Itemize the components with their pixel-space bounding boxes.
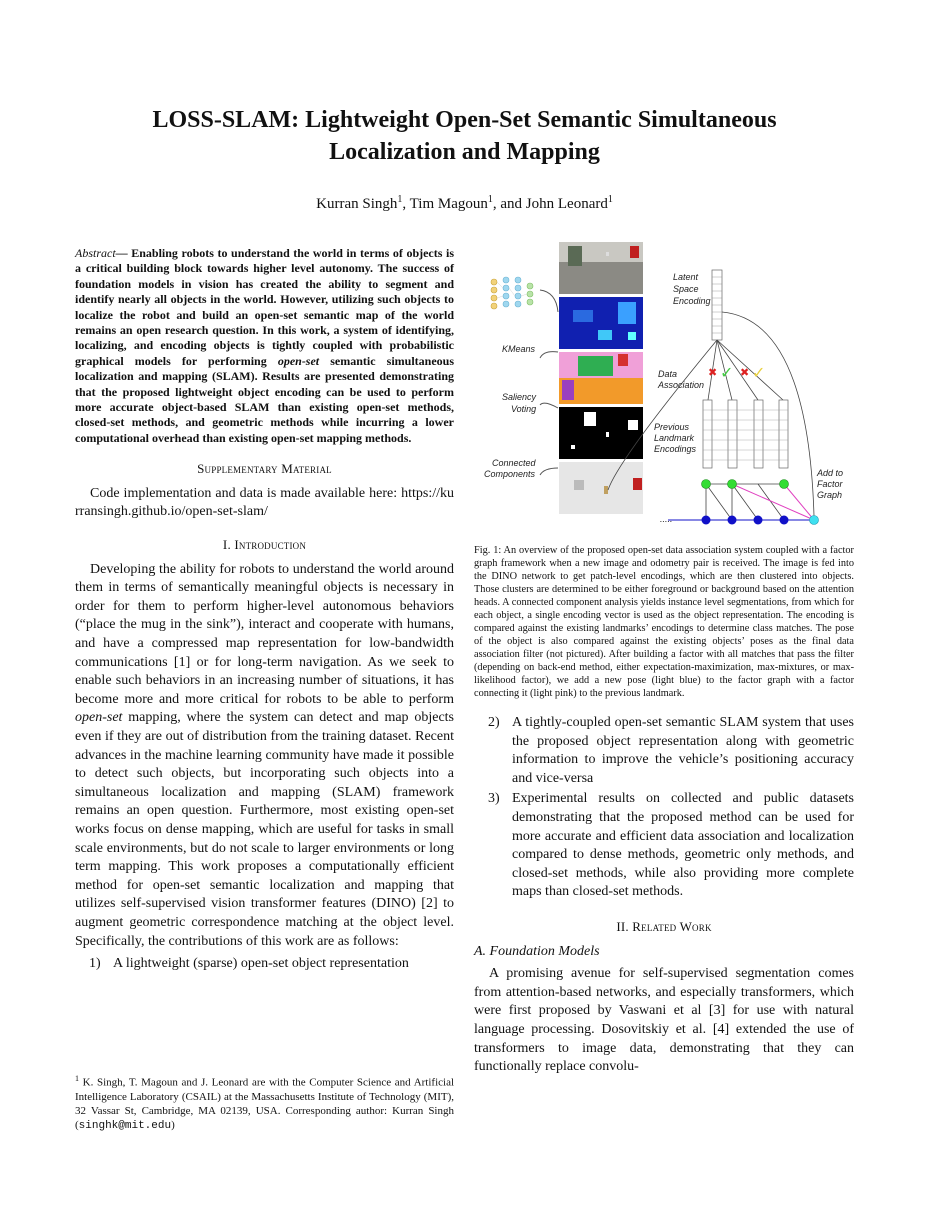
title-line-2: Localization and Mapping — [329, 139, 600, 165]
previous-encodings-icon — [703, 400, 788, 468]
list-item: 2) A tightly-coupled open-set semantic SLAM system that uses the proposed object representation along with geometric information to improve the vehicle’s positioning accuracy and vice-versa — [488, 715, 854, 786]
title-line-1: LOSS-SLAM: Lightweight Open-Set Semantic Simultaneous — [152, 107, 777, 133]
components-thumbnail — [559, 462, 643, 514]
components-label-1: Connected — [492, 458, 536, 468]
data-assoc-label-2: Association — [658, 380, 705, 390]
right-column — [474, 544, 854, 1077]
abstract-italic: open-set — [277, 353, 320, 368]
add-label-1: Add to — [817, 468, 844, 478]
section-heading-related-work: II. Related Work — [616, 918, 712, 934]
prev-label-1: Previous — [654, 422, 690, 432]
latent-vector-icon — [712, 270, 722, 340]
contribution-list-continued — [474, 714, 854, 902]
author-separator: , — [402, 196, 410, 212]
contribution-list — [75, 955, 454, 974]
graph-dots: ..... — [660, 514, 673, 524]
kmeans-label: KMeans — [502, 344, 536, 354]
kmeans-thumbnail — [559, 352, 643, 404]
supplementary-text: Code implementation and data is made available here: https://kurransingh.github.io/open-set-slam/ — [75, 485, 454, 520]
encoding-cells — [703, 410, 788, 460]
author-list — [60, 190, 869, 214]
list-item: 3) Experimental results on collected and public datasets demonstrating that the proposed method can be used for more accurate and efficient data association and localization compared to dense methods, geometric only methods, and closed-set methods, while also providing more complete maps than closed-set methods. — [488, 791, 854, 900]
email-link[interactable]: singhk@mit.edu — [78, 1119, 172, 1132]
related-paragraph: A promising avenue for self-supervised segmentation comes from attention-based networks, and especially transformers, which were first proposed by Vaswani et al [3] for use with natural language processing. Dosovitskiy et al. [4] extended the use of transformers to image data, demonstrating that they can functionally replace convolu- — [474, 966, 854, 1075]
reject-icon: ✖ — [740, 366, 750, 379]
network-icon — [491, 277, 533, 309]
reject-icon: ✖ — [708, 366, 718, 379]
abstract-text-b: semantic simultaneous localization and mapping (SLAM). Results are presented demonstrating that the proposed lightweight object encoding can be used to perform more accurate object-based SLAM than existing open-set methods, closed-set methods, and geometric methods while incurring a lower computational overhead than existing open-set mapping methods. — [75, 353, 454, 445]
flow-arrows — [540, 290, 558, 475]
prev-label-2: Landmark — [654, 433, 695, 443]
latent-label-2: Space — [673, 284, 699, 294]
saliency-label-2: Voting — [511, 404, 537, 414]
author-name: John Leonard — [525, 196, 608, 212]
left-column — [75, 246, 454, 976]
saliency-label-1: Saliency — [502, 392, 537, 402]
figure-caption: Fig. 1: An overview of the proposed open-set data association system coupled with a factor graph framework when a new image and odometry pair is received. The image is fed into the DINO network to get patch-level encodings, which are then clustered into objects. Those clusters are determined to be either foreground or background based on the attention heads. A connected component analysis yields instance level segmentations, from which for each object, a single encoding vector is used as the object representation. The encoding is compared against the existing landmarks’ encodings to determine class matches. The pose of the object is also compared against the existing objects’ poses as the final data association filter (not pictured). After building a factor with all matches that pass the filter (depending on back-end method, either expectation-maximization, max-mixtures, or max-likelihood factor), we add a new pose (light blue) to the factor graph with a factor connecting it (light pink) to the previous landmark. — [474, 545, 854, 699]
affiliation-mark: 1 — [607, 194, 613, 205]
subsection-heading: A. Foundation Models — [474, 943, 600, 959]
abstract-text-a: Enabling robots to understand the world in terms of objects is a critical building block towards higher level autonomy. The success of foundation models in vision has created the ability to segment and identify nearly all objects in the world. However, utilizing such objects to localize the robot and build an open-set semantic map of the world remains an open research question. In this work, a system of identifying, localizing, and encoding objects is tightly coupled with probabilistic graphical models for performing — [75, 246, 454, 368]
paper-title — [60, 104, 869, 168]
affiliation-mark: 1 — [487, 194, 493, 205]
author-separator: , and — [492, 196, 526, 212]
intro-italic: open-set — [75, 710, 123, 726]
figure-1 — [478, 240, 850, 530]
footnote: $^1$ K. Singh, T. Magoun and J. Leonard are with the Computer Science and Artificial Intelligence Laboratory (CSAIL) at the Massachusetts Institute of Technology (MIT), 32 Vassar St, Cambridge, MA 02139, USA. Corresponding author: Kurran Singh (singhk@mit.edu) — [75, 1074, 455, 1132]
latent-label-1: Latent — [673, 272, 699, 282]
components-label-2: Components — [484, 469, 536, 479]
attention-map-thumbnail — [559, 297, 643, 349]
rgb-image-thumbnail — [559, 242, 643, 294]
section-heading-introduction: I. Introduction — [222, 537, 307, 553]
affiliation-mark: 1 — [397, 194, 403, 205]
pipeline-diagram — [478, 240, 850, 530]
latent-label-3: Encoding — [673, 296, 711, 306]
abstract: Abstract— Enabling robots to understand the world in terms of objects is a critical building block towards higher level autonomy. The success of foundation models in vision has created the ability to segment and identify nearly all objects in the world. However, utilizing such objects to localize the robot and build an open-set semantic map of the world remains an open research question. In this work, a system of identifying, localizing, and encoding objects is tightly coupled with probabilistic graphical models for performing open-set semantic simultaneous localization and mapping (SLAM). Results are presented demonstrating that the proposed lightweight object encoding can be used to perform more accurate object-based SLAM than existing open-set methods, closed-set methods, and geometric methods while incurring a lower computational overhead than existing open-set mapping methods. — [75, 246, 454, 445]
section-heading-supplementary: Supplementary Material — [197, 461, 332, 477]
add-label-2: Factor — [817, 479, 843, 489]
match-icon: ✓ — [752, 363, 766, 382]
add-label-3: Graph — [817, 490, 843, 500]
author-name: Tim Magoun — [409, 196, 488, 212]
prev-label-3: Encodings — [654, 444, 697, 454]
factor-graph — [668, 480, 819, 525]
data-assoc-label-1: Data — [658, 369, 678, 379]
supplementary-link[interactable]: https://kurransingh.github.io/open-set-slam/ — [75, 485, 454, 520]
author-name: Kurran Singh — [316, 196, 398, 212]
list-item: 1) A lightweight (sparse) open-set object representation — [89, 956, 409, 972]
abstract-label: Abstract — [75, 246, 116, 260]
match-icon: ✓ — [720, 363, 734, 382]
intro-paragraph: Developing the ability for robots to understand the world around them in terms of semantically meaningful objects is necessary in order for them to perform higher-level autonomous behaviors (“place the mug in the sink”), interact and cooperate with humans, and have a compressed map representation for low-bandwidth communications [1] or for long-term navigation. As we seek to enable such behaviors in an increasing number of situations, it has become more and more critical for robots to be able to perform open-set mapping, where the system can detect and map objects even if they are out of distribution from the training dataset. Recent advances in the machine learning community have made it possible to detect such objects, but incorporating such objects into a simultaneous localization and mapping (SLAM) framework remains an open question. Furthermore, most existing open-set works focus on dense mapping, which are useful for tasks in small scale environments, but do not scale to larger environments or long term mapping. This work proposes a computationally efficient method for open-set semantic localization and mapping that utilizes self-supervised vision transformer features (DINO) [2] to augment geometric correspondence matching at the object level. Specifically, the contributions of this work are as follows: — [75, 561, 454, 949]
